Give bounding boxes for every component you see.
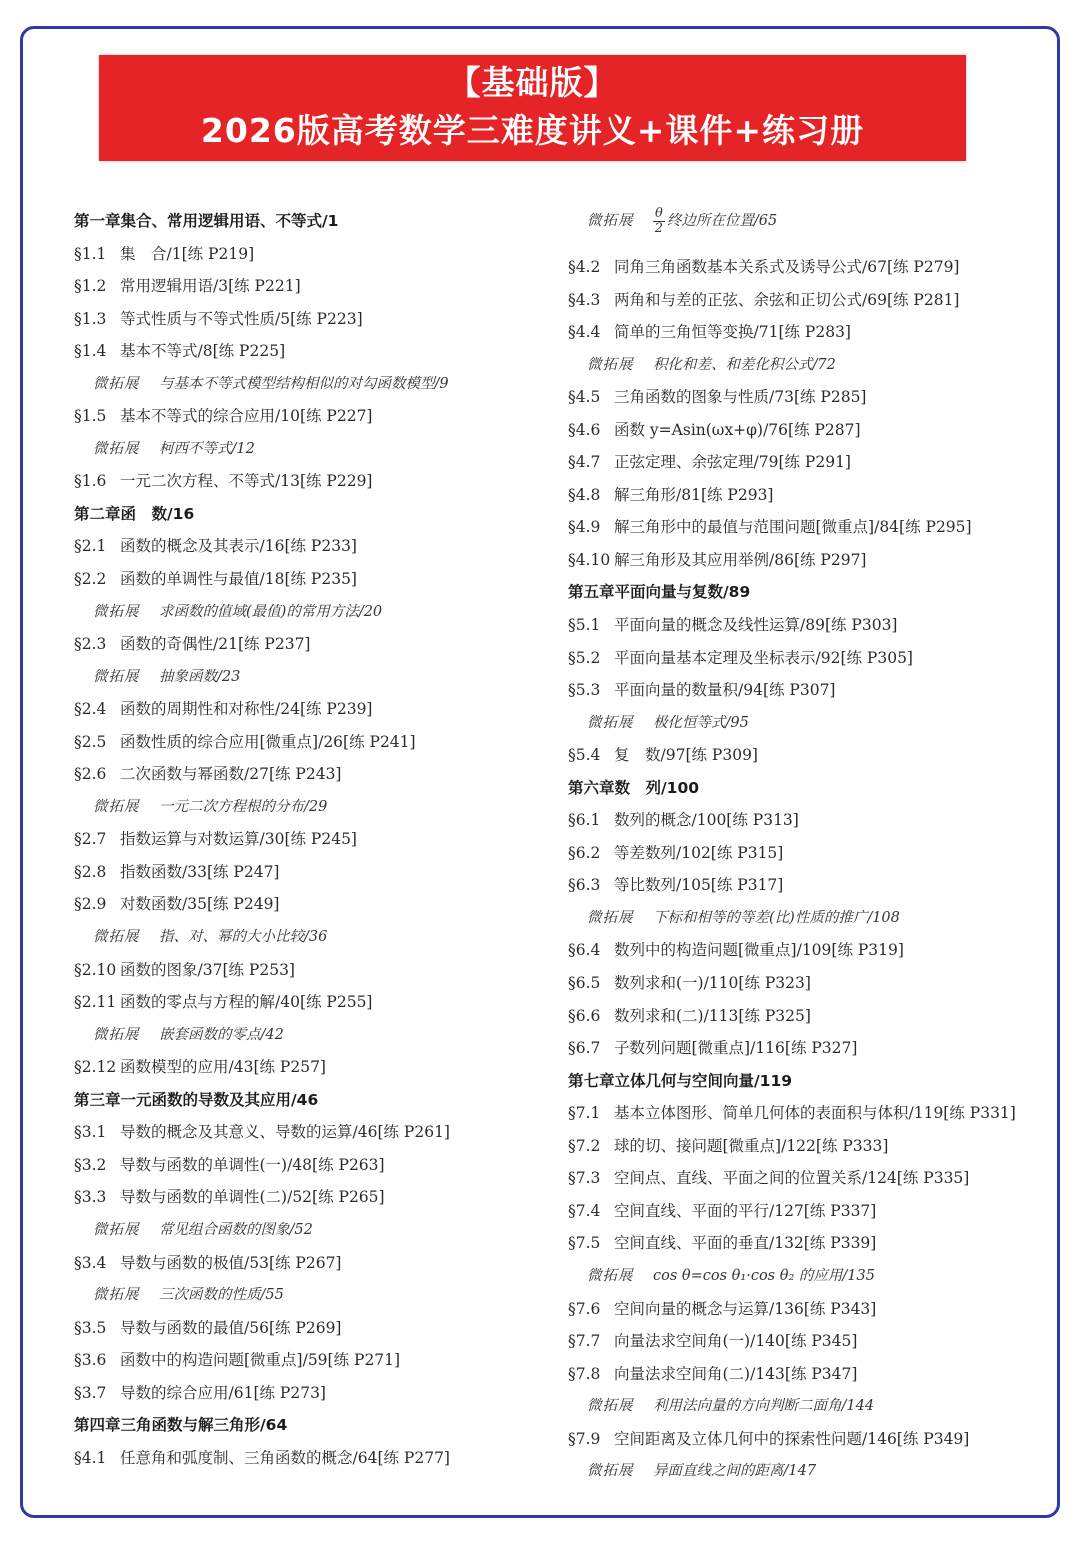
title-banner [99, 55, 966, 161]
fraction-denominator: 2 [654, 220, 664, 236]
toc-entry-code: §7.2 [568, 1136, 601, 1155]
toc-entry-text: 函数的图象/37[练 P253] [120, 960, 295, 979]
toc-entry-text: 函数的单调性与最值/18[练 P235] [120, 570, 357, 589]
toc-entry-text: 任意角和弧度制、三角函数的概念/64[练 P277] [120, 1448, 450, 1467]
toc-entry-code: §4.6 [568, 420, 601, 439]
toc-entry-code: §4.2 [568, 258, 601, 276]
toc-right-column [568, 205, 1038, 1488]
toc-entry-text: 平面向量与复数/89 [614, 583, 751, 602]
toc-entry-code: §4.9 [568, 518, 601, 537]
toc-entry-text: 利用法向量的方向判断二面角/144 [653, 1398, 875, 1415]
toc-section-entry [74, 1442, 554, 1475]
toc-section-entry [568, 739, 1038, 772]
toc-entry-code: §7.4 [568, 1201, 601, 1220]
toc-entry-text: 同角三角函数基本关系式及诱导公式/67[练 P279] [614, 258, 960, 276]
toc-entry-code: §1.4 [74, 342, 107, 361]
toc-entry-code: §7.5 [568, 1234, 601, 1253]
toc-section-entry [568, 544, 1038, 577]
toc-entry-text: 三角函数与解三角形/64 [120, 1416, 288, 1435]
toc-entry-text: 空间向量的概念与运算/136[练 P343] [614, 1299, 877, 1318]
toc-section-entry [568, 674, 1038, 707]
toc-section-entry [568, 1130, 1038, 1163]
toc-entry-code: §1.1 [74, 244, 107, 263]
toc-section-entry [74, 1051, 554, 1084]
toc-extension-entry [568, 205, 1038, 251]
toc-section-entry [74, 1312, 554, 1345]
toc-section-entry [568, 446, 1038, 479]
toc-section-entry [74, 335, 554, 368]
toc-entry-code: §4.7 [568, 453, 601, 472]
toc-entry-code: §1.2 [74, 277, 107, 296]
toc-section-entry [568, 837, 1038, 870]
toc-entry-text: 数列中的构造问题[微重点]/109[练 P319] [614, 941, 904, 960]
toc-entry-code: 微拓展 [93, 929, 140, 946]
toc-entry-text: 与基本不等式模型结构相似的对勾函数模型/9 [159, 375, 449, 392]
toc-entry-text: 基本立体图形、简单几何体的表面积与体积/119[练 P331] [614, 1104, 1016, 1123]
toc-section-entry [74, 1377, 554, 1410]
toc-section-entry [568, 967, 1038, 1000]
toc-entry-text: 基本不等式的综合应用/10[练 P227] [120, 407, 373, 426]
toc-entry-code: §6.7 [568, 1039, 601, 1058]
toc-entry-code: 微拓展 [587, 356, 634, 373]
toc-entry-text: 正弦定理、余弦定理/79[练 P291] [614, 453, 851, 472]
toc-entry-text: 积化和差、和差化积公式/72 [653, 356, 836, 373]
toc-section-entry [568, 316, 1038, 349]
toc-entry-text: 两角和与差的正弦、余弦和正切公式/69[练 P281] [614, 290, 960, 309]
toc-entry-text: 函数的概念及其表示/16[练 P233] [120, 537, 357, 556]
toc-entry-text: 导数与函数的单调性(二)/52[练 P265] [120, 1188, 385, 1207]
toc-entry-text: 三次函数的性质/55 [159, 1287, 284, 1304]
toc-chapter-entry [568, 576, 1038, 609]
toc-section-entry [568, 1423, 1038, 1456]
fraction-theta-over-2 [653, 207, 665, 236]
toc-extension-entry [74, 1214, 554, 1247]
toc-entry-code: §3.7 [74, 1383, 107, 1402]
toc-entry-code: §2.4 [74, 700, 107, 719]
toc-entry-code: §6.3 [568, 876, 601, 895]
toc-entry-code: §2.9 [74, 895, 107, 914]
toc-entry-text: 解三角形及其应用举例/86[练 P297] [614, 550, 867, 569]
toc-entry-text: 函数模型的应用/43[练 P257] [120, 1058, 326, 1077]
toc-section-entry [74, 563, 554, 596]
banner-edition-label: 【基础版】 [447, 63, 618, 102]
toc-section-entry [568, 609, 1038, 642]
toc-entry-text: 数列求和(一)/110[练 P323] [614, 974, 811, 993]
toc-entry-code: §1.5 [74, 407, 107, 426]
toc-section-entry [74, 465, 554, 498]
toc-entry-code: §3.4 [74, 1253, 107, 1272]
toc-extension-entry [74, 368, 554, 401]
toc-entry-text: 极化恒等式/95 [653, 714, 749, 731]
toc-entry-code: §3.3 [74, 1188, 107, 1207]
toc-entry-code: §7.6 [568, 1299, 601, 1318]
toc-entry-text: 导数的概念及其意义、导数的运算/46[练 P261] [120, 1123, 450, 1142]
toc-entry-text: 解三角形/81[练 P293] [614, 485, 774, 504]
toc-entry-code: 微拓展 [587, 1398, 634, 1415]
toc-entry-text: 简单的三角恒等变换/71[练 P283] [614, 323, 851, 342]
toc-entry-text: cos θ=cos θ₁·cos θ₂ 的应用/135 [653, 1267, 875, 1284]
toc-chapter-entry [568, 772, 1038, 805]
toc-section-entry [74, 693, 554, 726]
toc-entry-code: §4.10 [568, 550, 611, 569]
toc-entry-code: §3.5 [74, 1318, 107, 1337]
toc-entry-code: 微拓展 [93, 668, 140, 685]
toc-left-column [74, 205, 554, 1474]
toc-section-entry [568, 1293, 1038, 1326]
toc-entry-code: 微拓展 [587, 714, 634, 731]
toc-entry-code: 微拓展 [587, 1463, 634, 1480]
toc-section-entry [74, 1116, 554, 1149]
toc-section-entry [74, 823, 554, 856]
toc-entry-text: 抽象函数/23 [159, 668, 241, 685]
toc-section-entry [568, 511, 1038, 544]
toc-section-entry [74, 758, 554, 791]
toc-entry-code: §3.2 [74, 1155, 107, 1174]
toc-entry-code: §2.7 [74, 830, 107, 849]
toc-entry-code: 微拓展 [93, 375, 140, 392]
toc-entry-text: 导数与函数的最值/56[练 P269] [120, 1318, 342, 1337]
toc-section-entry [568, 1325, 1038, 1358]
toc-entry-code: 微拓展 [587, 213, 634, 229]
toc-entry-code: §6.4 [568, 941, 601, 960]
toc-entry-text: 集 合/1[练 P219] [120, 244, 255, 263]
toc-entry-text: 指数函数/33[练 P247] [120, 862, 280, 881]
banner-title: 2026版高考数学三难度讲义+课件+练习册 [200, 111, 865, 150]
toc-section-entry [568, 869, 1038, 902]
fraction-numerator: θ [655, 205, 663, 221]
toc-entry-text: 解三角形中的最值与范围问题[微重点]/84[练 P295] [614, 518, 972, 537]
toc-entry-text: 嵌套函数的零点/42 [159, 1026, 284, 1043]
toc-section-entry [74, 530, 554, 563]
toc-chapter-entry [568, 1065, 1038, 1098]
toc-entry-text: 导数与函数的单调性(一)/48[练 P263] [120, 1155, 385, 1174]
toc-entry-code: §3.1 [74, 1123, 107, 1142]
toc-section-entry [568, 381, 1038, 414]
toc-entry-text: 一元函数的导数及其应用/46 [120, 1090, 319, 1109]
toc-entry-text: 向量法求空间角(二)/143[练 P347] [614, 1364, 858, 1383]
toc-section-entry [568, 1162, 1038, 1195]
toc-entry-text: 空间直线、平面的垂直/132[练 P339] [614, 1234, 877, 1253]
toc-entry-text: 三角函数的图象与性质/73[练 P285] [614, 388, 867, 407]
toc-entry-code: 第二章 [74, 504, 121, 523]
toc-entry-text: 求函数的值域(最值)的常用方法/20 [159, 603, 383, 620]
toc-section-entry [568, 804, 1038, 837]
toc-entry-text: 函 数/16 [120, 504, 195, 523]
toc-section-entry [568, 1227, 1038, 1260]
toc-entry-text: 对数函数/35[练 P249] [120, 895, 280, 914]
toc-section-entry [568, 1195, 1038, 1228]
toc-section-entry [568, 642, 1038, 675]
toc-entry-text: 数列的概念/100[练 P313] [614, 811, 799, 830]
toc-entry-code: §5.4 [568, 746, 601, 765]
toc-entry-code: §2.1 [74, 537, 107, 556]
toc-extension-entry [568, 1390, 1038, 1423]
toc-entry-text: 函数的奇偶性/21[练 P237] [120, 635, 311, 654]
toc-entry-text: 函数的零点与方程的解/40[练 P255] [120, 993, 373, 1012]
toc-entry-code: §5.3 [568, 681, 601, 700]
toc-entry-code: 第六章 [568, 778, 615, 797]
toc-entry-text: 集合、常用逻辑用语、不等式/1 [120, 212, 339, 230]
toc-entry-code: §4.5 [568, 388, 601, 407]
toc-section-entry [568, 479, 1038, 512]
toc-entry-code: §6.6 [568, 1006, 601, 1025]
toc-entry-text: 函数中的构造问题[微重点]/59[练 P271] [120, 1351, 401, 1370]
toc-extension-entry [74, 661, 554, 694]
toc-section-entry [74, 628, 554, 661]
toc-entry-code: §2.8 [74, 862, 107, 881]
toc-entry-text: 二次函数与幂函数/27[练 P243] [120, 765, 342, 784]
toc-entry-code: §7.7 [568, 1332, 601, 1351]
toc-entry-code: §1.3 [74, 309, 107, 328]
toc-entry-code: §1.6 [74, 472, 107, 491]
toc-entry-code: §2.11 [74, 993, 117, 1012]
toc-extension-entry [568, 902, 1038, 935]
toc-section-entry [74, 270, 554, 303]
toc-entry-code: 第四章 [74, 1416, 121, 1435]
toc-entry-code: §4.3 [568, 290, 601, 309]
toc-entry-text: 常见组合函数的图象/52 [159, 1221, 313, 1238]
toc-extension-entry [568, 1260, 1038, 1293]
toc-extension-entry [568, 349, 1038, 382]
toc-entry-text: 等差数列/102[练 P315] [614, 843, 784, 862]
toc-section-entry [74, 726, 554, 759]
toc-section-entry [568, 1097, 1038, 1130]
toc-section-entry [74, 1344, 554, 1377]
toc-entry-text: 空间直线、平面的平行/127[练 P337] [614, 1201, 877, 1220]
toc-entry-code: §2.2 [74, 570, 107, 589]
toc-entry-code: §7.1 [568, 1104, 601, 1123]
toc-section-entry [74, 856, 554, 889]
toc-extension-entry [74, 1279, 554, 1312]
toc-entry-text: 球的切、接问题[微重点]/122[练 P333] [614, 1136, 889, 1155]
toc-entry-text: 一元二次方程、不等式/13[练 P229] [120, 472, 373, 491]
toc-extension-entry [568, 1455, 1038, 1488]
toc-entry-text: 指数运算与对数运算/30[练 P245] [120, 830, 357, 849]
toc-extension-entry [74, 1019, 554, 1052]
toc-entry-code: 第三章 [74, 1090, 121, 1109]
toc-entry-text: 一元二次方程根的分布/29 [159, 798, 328, 815]
toc-entry-code: 微拓展 [93, 1287, 140, 1304]
toc-section-entry [568, 1000, 1038, 1033]
toc-section-entry [568, 1358, 1038, 1391]
toc-entry-text: 平面向量基本定理及坐标表示/92[练 P305] [614, 648, 913, 667]
toc-entry-text: 等比数列/105[练 P317] [614, 876, 784, 895]
toc-entry-code: §7.8 [568, 1364, 601, 1383]
toc-entry-code: §7.9 [568, 1429, 601, 1448]
toc-entry-text: 立体几何与空间向量/119 [614, 1071, 793, 1090]
toc-entry-code: 微拓展 [93, 798, 140, 815]
toc-extension-entry [74, 433, 554, 466]
toc-entry-text: 平面向量的概念及线性运算/89[练 P303] [614, 616, 898, 635]
toc-entry-text: 柯西不等式/12 [159, 440, 255, 457]
toc-entry-code: 微拓展 [93, 440, 140, 457]
toc-entry-code: §5.2 [568, 648, 601, 667]
toc-entry-code: 微拓展 [587, 1267, 634, 1284]
toc-entry-text: 终边所在位置/65 [666, 213, 778, 229]
toc-entry-code: §2.5 [74, 732, 107, 751]
toc-entry-code: §4.4 [568, 323, 601, 342]
toc-section-entry [74, 1149, 554, 1182]
toc-extension-entry [74, 596, 554, 629]
toc-entry-code: §7.3 [568, 1169, 601, 1188]
toc-entry-text: 等式性质与不等式性质/5[练 P223] [120, 309, 363, 328]
toc-entry-code: §5.1 [568, 616, 601, 635]
toc-entry-text: 数列求和(二)/113[练 P325] [614, 1006, 811, 1025]
toc-chapter-entry [74, 205, 554, 238]
toc-entry-code: §2.6 [74, 765, 107, 784]
toc-entry-code: §2.12 [74, 1058, 117, 1077]
toc-entry-text: 向量法求空间角(一)/140[练 P345] [614, 1332, 858, 1351]
toc-entry-code: 第五章 [568, 583, 615, 602]
toc-entry-text: 下标和相等的等差(比)性质的推广/108 [653, 909, 900, 926]
toc-entry-text: 平面向量的数量积/94[练 P307] [614, 681, 836, 700]
toc-entry-text: 空间距离及立体几何中的探索性问题/146[练 P349] [614, 1429, 970, 1448]
toc-entry-text: 导数的综合应用/61[练 P273] [120, 1383, 326, 1402]
toc-section-entry [74, 888, 554, 921]
toc-entry-code: 微拓展 [93, 1221, 140, 1238]
toc-section-entry [74, 954, 554, 987]
toc-section-entry [568, 284, 1038, 317]
toc-entry-code: §6.1 [568, 811, 601, 830]
toc-entry-text: 空间点、直线、平面之间的位置关系/124[练 P335] [614, 1169, 970, 1188]
toc-extension-entry [568, 707, 1038, 740]
toc-entry-code: §6.5 [568, 974, 601, 993]
toc-entry-text: 常用逻辑用语/3[练 P221] [120, 277, 301, 296]
toc-entry-code: 第一章 [74, 212, 121, 230]
toc-section-entry [568, 1032, 1038, 1065]
toc-entry-text: 函数性质的综合应用[微重点]/26[练 P241] [120, 732, 416, 751]
toc-chapter-entry [74, 1409, 554, 1442]
toc-entry-text: 异面直线之间的距离/147 [653, 1463, 817, 1480]
toc-section-entry [568, 414, 1038, 447]
toc-section-entry [568, 934, 1038, 967]
toc-entry-code: 微拓展 [587, 909, 634, 926]
toc-extension-entry [74, 921, 554, 954]
toc-entry-text: 函数的周期性和对称性/24[练 P239] [120, 700, 373, 719]
toc-entry-text: 函数 y=Asin(ωx+φ)/76[练 P287] [614, 420, 861, 439]
toc-chapter-entry [74, 498, 554, 531]
toc-entry-code: §3.6 [74, 1351, 107, 1370]
toc-entry-text: 基本不等式/8[练 P225] [120, 342, 286, 361]
toc-entry-text: 指、对、幂的大小比较/36 [159, 929, 328, 946]
toc-entry-code: 微拓展 [93, 1026, 140, 1043]
toc-entry-text: 导数与函数的极值/53[练 P267] [120, 1253, 342, 1272]
toc-entry-code: §2.3 [74, 635, 107, 654]
toc-section-entry [568, 251, 1038, 284]
toc-section-entry [74, 986, 554, 1019]
toc-entry-code: §6.2 [568, 843, 601, 862]
toc-section-entry [74, 238, 554, 271]
toc-section-entry [74, 400, 554, 433]
toc-entry-code: 微拓展 [93, 603, 140, 620]
toc-section-entry [74, 1247, 554, 1280]
toc-extension-entry [74, 791, 554, 824]
toc-entry-code: §2.10 [74, 960, 117, 979]
toc-entry-text: 数 列/100 [614, 778, 700, 797]
toc-entry-code: §4.8 [568, 485, 601, 504]
toc-section-entry [74, 303, 554, 336]
toc-entry-text: 子数列问题[微重点]/116[练 P327] [614, 1039, 858, 1058]
toc-entry-code: §4.1 [74, 1448, 107, 1467]
toc-entry-text: 复 数/97[练 P309] [614, 746, 758, 765]
toc-entry-code: 第七章 [568, 1071, 615, 1090]
toc-section-entry [74, 1181, 554, 1214]
toc-chapter-entry [74, 1084, 554, 1117]
